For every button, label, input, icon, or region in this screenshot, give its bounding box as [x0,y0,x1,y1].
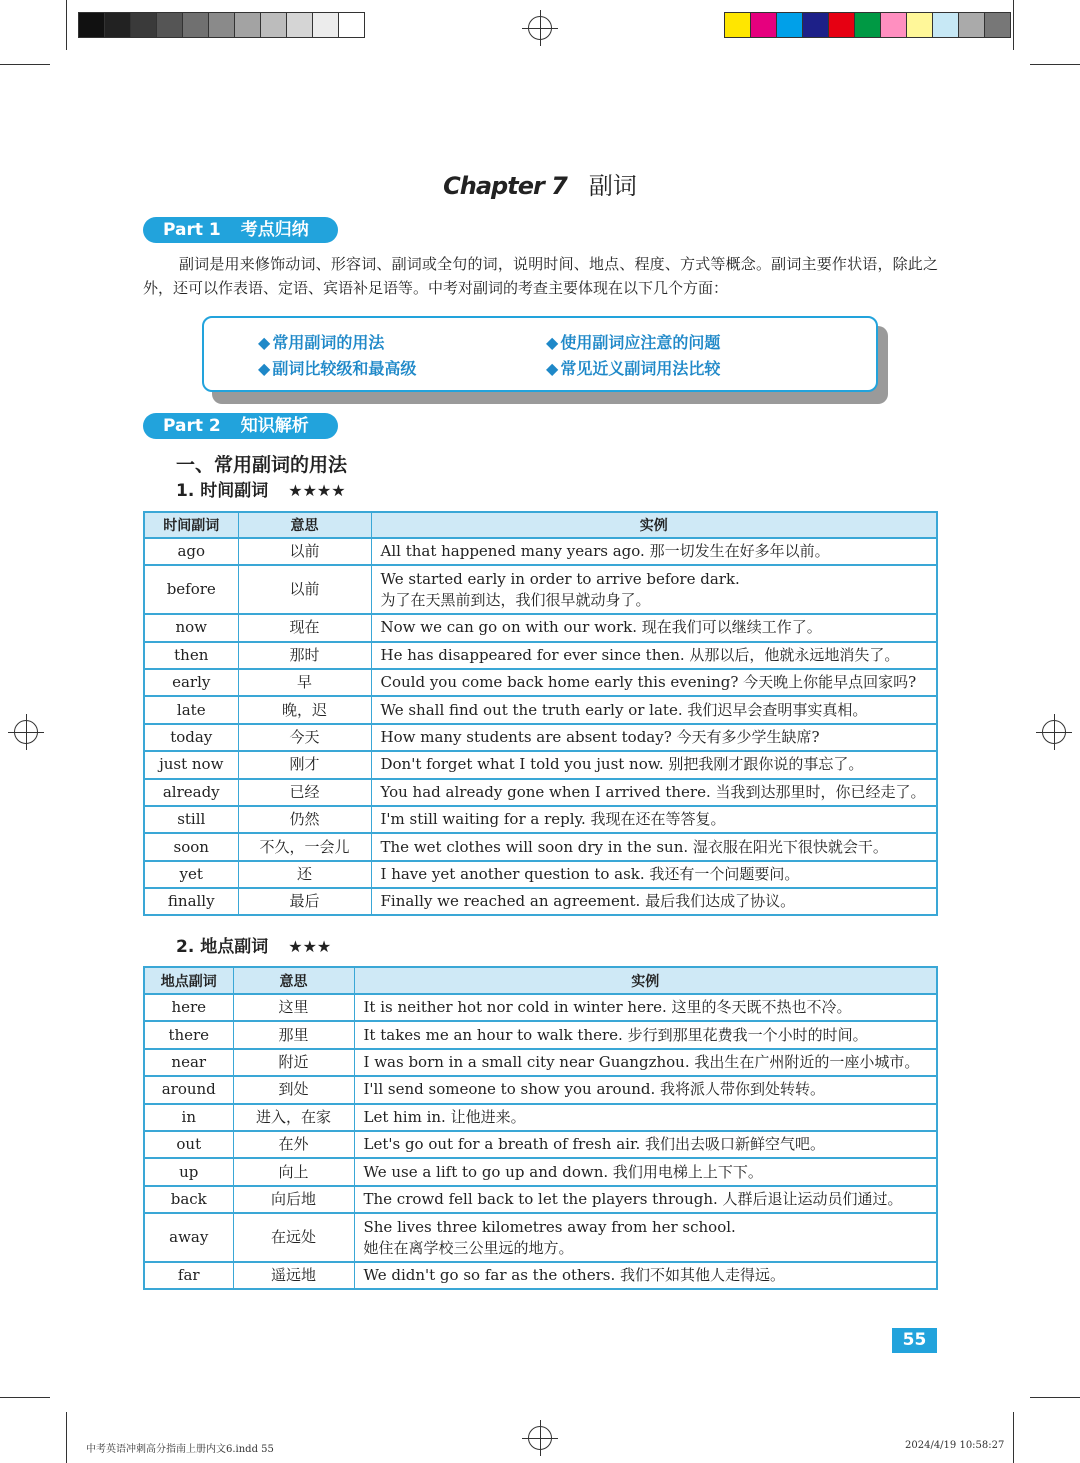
example-cell [371,696,937,723]
example-cell [354,1049,937,1076]
subsection-heading-place: 2. 地点副词 ★★★ [176,937,332,957]
table-row [144,696,937,723]
place-adverbs-table [143,966,938,1290]
example-line: You had already gone when I arrived there. 当我到达那里时，你已经走了。 [380,782,926,801]
color-swatch [183,13,209,37]
registration-mark-left [8,714,44,750]
part1-banner [143,217,338,243]
example-cell [371,565,937,614]
example-line: Let him in. 让他进来。 [363,1107,526,1126]
section-heading: 一、常用副词的用法 [176,454,348,476]
chapter-title [0,166,1080,201]
registration-mark-bottom [522,1420,558,1456]
intro-paragraph: 副词是用来修饰动词、形容词、副词或全句的词，说明时间、地点、程度、方式等概念。副词主要作状语，除此之外，还可以作表语、定语、宾语补足语等。中考对副词的考查主要体现在以下几个方面： [143,255,938,297]
meaning-cell: 这里 [233,994,354,1021]
example-line: We didn't go so far as the others. 我们不如其他人走得远。 [363,1266,785,1285]
adverb-cell: near [144,1049,233,1076]
example-line: Could you come back home early this evening? 今天晚上你能早点回家吗? [380,673,917,692]
meaning-cell: 仍然 [238,806,371,833]
table-header: 意思 [233,967,354,994]
table-row [144,1049,937,1076]
topic-item: ◆ 副词比较级和最高级 [258,359,417,378]
color-swatch [79,13,105,37]
example-line: Now we can go on with our work. 现在我们可以继续工作了。 [380,618,822,637]
table-row [144,1076,937,1103]
meaning-cell: 在外 [233,1131,354,1158]
subsection-heading-time: 1. 时间副词 ★★★★ [176,481,346,501]
adverb-cell: far [144,1262,233,1289]
table-header: 地点副词 [144,967,233,994]
example-cell [354,1131,937,1158]
table-row [144,806,937,833]
meaning-cell: 刚才 [238,751,371,778]
table-row [144,1104,937,1131]
adverb-cell: around [144,1076,233,1103]
meaning-cell: 今天 [238,724,371,751]
table-row [144,1131,937,1158]
color-swatch [235,13,261,37]
topic-item: ◆ 常用副词的用法 [258,333,385,352]
color-swatch [209,13,235,37]
diamond-bullet-icon: ◆ [258,359,271,378]
meaning-cell: 遥远地 [233,1262,354,1289]
example-line: 为了在天黑前到达，我们很早就动身了。 [380,590,651,609]
color-swatch [803,13,829,37]
adverb-cell: there [144,1021,233,1048]
table-row [144,994,937,1021]
example-line: Finally we reached an agreement. 最后我们达成了协议。 [380,892,796,911]
meaning-cell: 以前 [238,538,371,565]
example-cell [354,1104,937,1131]
table-row [144,1213,937,1262]
table-header: 实例 [354,967,937,994]
table-row [144,565,937,614]
grayscale-color-bar [78,12,365,38]
example-cell [371,669,937,696]
adverb-cell: already [144,779,238,806]
color-swatch [933,13,959,37]
adverb-cell: out [144,1131,233,1158]
timestamp-slug: 2024/4/19 10:58:27 [905,1440,1005,1451]
example-line: He has disappeared for ever since then. 从那以后，他就永远地消失了。 [380,645,900,664]
part1-label: Part 1 [163,220,221,240]
table-row [144,669,937,696]
table-row [144,614,937,641]
meaning-cell: 向后地 [233,1186,354,1213]
example-cell [354,1076,937,1103]
part1-title: 考点归纳 [240,220,309,240]
color-swatch [339,13,364,37]
meaning-cell: 最后 [238,888,371,915]
meaning-cell: 那时 [238,642,371,669]
example-line: I'm still waiting for a reply. 我现在还在等答复。 [380,810,726,829]
meaning-cell: 附近 [233,1049,354,1076]
example-cell [371,724,937,751]
table-row [144,861,937,888]
diamond-bullet-icon: ◆ [546,333,559,352]
table-row [144,833,937,860]
table-row [144,1262,937,1289]
example-cell [354,1213,937,1262]
example-cell [371,806,937,833]
diamond-bullet-icon: ◆ [546,359,559,378]
adverb-cell: before [144,565,238,614]
adverb-cell: today [144,724,238,751]
example-line: All that happened many years ago. 那一切发生在好多年以前。 [380,542,830,561]
adverb-cell: just now [144,751,238,778]
adverb-cell: up [144,1158,233,1185]
adverb-cell: ago [144,538,238,565]
example-line: The crowd fell back to let the players through. 人群后退让运动员们通过。 [363,1189,903,1208]
example-line: It takes me an hour to walk there. 步行到那里花费我一个小时的时间。 [363,1025,868,1044]
registration-mark-top [522,10,558,46]
part2-label: Part 2 [163,416,221,436]
example-cell [371,833,937,860]
table-header: 实例 [371,512,937,538]
topic-item: ◆ 使用副词应注意的问题 [546,333,721,352]
color-swatch [131,13,157,37]
meaning-cell: 晚，迟 [238,696,371,723]
example-cell [354,1262,937,1289]
diamond-bullet-icon: ◆ [258,333,271,352]
color-swatch [261,13,287,37]
topics-box [202,316,878,392]
difficulty-stars-icon: ★★★★ [288,481,346,500]
example-line: I'll send someone to show you around. 我将派人带你到处转转。 [363,1080,826,1099]
meaning-cell: 已经 [238,779,371,806]
adverb-cell: still [144,806,238,833]
color-swatch [959,13,985,37]
color-swatch [777,13,803,37]
adverb-cell: late [144,696,238,723]
registration-mark-right [1036,714,1072,750]
example-cell [371,888,937,915]
color-swatch [829,13,855,37]
cmyk-color-bar [724,12,1011,38]
color-swatch [157,13,183,37]
table-header: 意思 [238,512,371,538]
adverb-cell: then [144,642,238,669]
page-number: 55 [892,1328,937,1353]
example-cell [371,538,937,565]
example-cell [354,1158,937,1185]
color-swatch [725,13,751,37]
table-row [144,642,937,669]
example-line: We shall find out the truth early or late. 我们迟早会查明事实真相。 [380,700,868,719]
example-line: How many students are absent today? 今天有多少学生缺席? [380,727,820,746]
meaning-cell: 还 [238,861,371,888]
table-row [144,724,937,751]
table-row [144,751,937,778]
color-swatch [855,13,881,37]
example-line: We use a lift to go up and down. 我们用电梯上上下下。 [363,1162,763,1181]
part2-banner [143,413,338,439]
adverb-cell: early [144,669,238,696]
example-line: I have yet another question to ask. 我还有一个问题要问。 [380,864,800,883]
meaning-cell: 那里 [233,1021,354,1048]
color-swatch [751,13,777,37]
table-row [144,888,937,915]
file-slug: 中考英语冲刺高分指南上册内文6.indd 55 [86,1444,274,1455]
meaning-cell: 早 [238,669,371,696]
example-line: Let's go out for a breath of fresh air. 我们出去吸口新鲜空气吧。 [363,1135,826,1154]
adverb-cell: now [144,614,238,641]
example-line: She lives three kilometres away from her school. [363,1217,736,1236]
time-adverbs-table [143,511,938,916]
example-cell [371,751,937,778]
meaning-cell: 现在 [238,614,371,641]
example-line: I was born in a small city near Guangzhou. 我出生在广州附近的一座小城市。 [363,1052,920,1071]
example-line: Don't forget what I told you just now. 别把我刚才跟你说的事忘了。 [380,755,864,774]
meaning-cell: 进入，在家 [233,1104,354,1131]
meaning-cell: 在远处 [233,1213,354,1262]
table-row [144,1186,937,1213]
meaning-cell: 到处 [233,1076,354,1103]
table-row [144,538,937,565]
difficulty-stars-icon: ★★★ [288,937,332,956]
part2-title: 知识解析 [240,416,309,436]
adverb-cell: here [144,994,233,1021]
meaning-cell: 不久，一会儿 [238,833,371,860]
adverb-cell: finally [144,888,238,915]
example-cell [354,1021,937,1048]
example-cell [371,779,937,806]
example-line: We started early in order to arrive before dark. [380,569,740,588]
table-row [144,1021,937,1048]
chapter-number: Chapter 7 [443,172,567,200]
color-swatch [105,13,131,37]
color-swatch [287,13,313,37]
table-header: 时间副词 [144,512,238,538]
color-swatch [985,13,1010,37]
meaning-cell: 向上 [233,1158,354,1185]
example-cell [354,1186,937,1213]
example-cell [371,614,937,641]
chapter-name: 副词 [588,172,637,200]
topic-item: ◆ 常见近义副词用法比较 [546,359,721,378]
adverb-cell: yet [144,861,238,888]
color-swatch [313,13,339,37]
example-cell [371,861,937,888]
example-cell [371,642,937,669]
table-row [144,1158,937,1185]
color-swatch [907,13,933,37]
color-swatch [881,13,907,37]
table-row [144,779,937,806]
example-cell [354,994,937,1021]
adverb-cell: back [144,1186,233,1213]
adverb-cell: soon [144,833,238,860]
example-line: 她住在离学校三公里远的地方。 [363,1238,574,1257]
adverb-cell: in [144,1104,233,1131]
example-line: It is neither hot nor cold in winter here. 这里的冬天既不热也不冷。 [363,998,852,1017]
meaning-cell: 以前 [238,565,371,614]
example-line: The wet clothes will soon dry in the sun. 湿衣服在阳光下很快就会干。 [380,837,888,856]
adverb-cell: away [144,1213,233,1262]
